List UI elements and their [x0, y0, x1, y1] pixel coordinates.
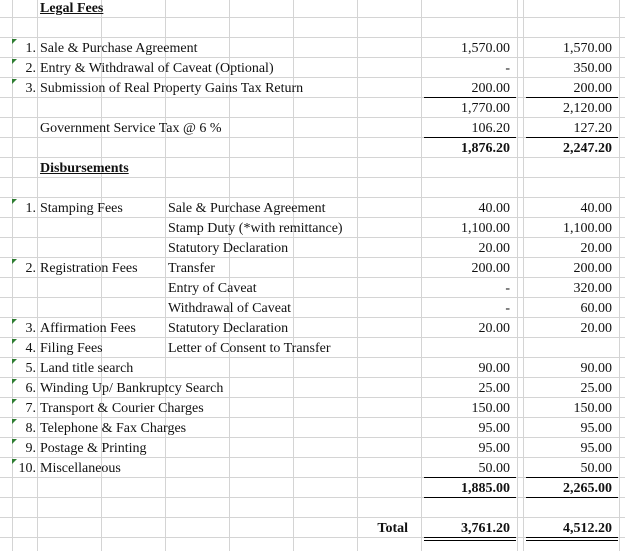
tax-col2[interactable]: 127.20	[573, 121, 612, 136]
amount-col2[interactable]: 20.00	[580, 321, 612, 336]
disbursements-header-row	[0, 158, 625, 178]
section-header-disbursements: Disbursements	[40, 161, 129, 176]
item-index: 6.	[25, 381, 36, 396]
item-index: 10.	[18, 461, 36, 476]
amount-col2[interactable]: 1,100.00	[563, 221, 612, 236]
table-row[interactable]	[0, 298, 625, 318]
item-label: Land title search	[40, 361, 134, 376]
amount-col1[interactable]: 1,570.00	[461, 41, 510, 56]
table-row[interactable]	[0, 58, 625, 78]
amount-col1[interactable]: 25.00	[478, 381, 510, 396]
tax-label: Government Service Tax @ 6 %	[40, 121, 222, 136]
table-row[interactable]	[0, 318, 625, 338]
item-index: 1.	[25, 41, 36, 56]
amount-col2[interactable]: 320.00	[573, 281, 612, 296]
item-sublabel: Entry of Caveat	[168, 281, 257, 296]
amount-col1[interactable]	[421, 338, 510, 358]
item-index	[14, 218, 36, 238]
double-underline-rule	[526, 537, 618, 538]
item-index: 4.	[25, 341, 36, 356]
table-row[interactable]	[0, 418, 625, 438]
tax-col1[interactable]: 106.20	[471, 121, 510, 136]
legal-total-col2[interactable]: 2,247.20	[563, 141, 612, 156]
amount-col1[interactable]: -	[505, 61, 510, 76]
item-sublabel: Sale & Purchase Agreement	[168, 201, 326, 216]
amount-col1[interactable]: 20.00	[478, 321, 510, 336]
double-underline-rule	[424, 540, 516, 541]
table-row[interactable]	[0, 238, 625, 258]
amount-col2[interactable]: 60.00	[580, 301, 612, 316]
amount-col2[interactable]: 1,570.00	[563, 41, 612, 56]
legal-fees-header-row	[0, 0, 625, 18]
double-underline-rule	[526, 540, 618, 541]
amount-col2[interactable]: 40.00	[580, 201, 612, 216]
item-label: Submission of Real Property Gains Tax Return	[40, 81, 304, 96]
item-label: Entry & Withdrawal of Caveat (Optional)	[40, 61, 274, 76]
double-underline-rule	[424, 537, 516, 538]
item-index: 3.	[25, 81, 36, 96]
grand-total-row	[0, 518, 625, 538]
amount-col2[interactable]: 25.00	[580, 381, 612, 396]
amount-col1[interactable]: 200.00	[471, 81, 510, 96]
table-row[interactable]	[0, 378, 625, 398]
subtotal-col2[interactable]: 2,120.00	[563, 101, 612, 116]
amount-col1[interactable]: 95.00	[478, 421, 510, 436]
underline-rule	[424, 497, 516, 498]
item-sublabel: Transfer	[168, 261, 215, 276]
table-row[interactable]	[0, 38, 625, 58]
amount-col1[interactable]: 50.00	[478, 461, 510, 476]
item-sublabel: Letter of Consent to Transfer	[168, 341, 331, 356]
item-index: 2.	[25, 261, 36, 276]
item-index: 5.	[25, 361, 36, 376]
table-row[interactable]	[0, 458, 625, 478]
table-row[interactable]	[0, 198, 625, 218]
amount-col2[interactable]: 20.00	[580, 241, 612, 256]
disbursements-subtotal-row	[0, 478, 625, 498]
item-index: 3.	[25, 321, 36, 336]
amount-col1[interactable]: 90.00	[478, 361, 510, 376]
item-index: 1.	[25, 201, 36, 216]
item-sublabel: Withdrawal of Caveat	[168, 301, 292, 316]
subtotal-row	[0, 98, 625, 118]
item-label: Filing Fees	[40, 341, 103, 356]
amount-col1[interactable]: 150.00	[471, 401, 510, 416]
disb-subtotal-col1[interactable]: 1,885.00	[461, 481, 510, 496]
item-label: Stamping Fees	[40, 201, 123, 216]
amount-col2[interactable]: 350.00	[573, 61, 612, 76]
section-header-legal-fees: Legal Fees	[40, 1, 104, 16]
table-row[interactable]	[0, 278, 625, 298]
amount-col1[interactable]: 1,100.00	[461, 221, 510, 236]
table-row[interactable]	[0, 358, 625, 378]
item-label: Miscellaneous	[40, 461, 121, 476]
item-label: Telephone & Fax Charges	[40, 421, 187, 436]
underline-rule	[526, 497, 618, 498]
item-label: Affirmation Fees	[40, 321, 136, 336]
amount-col2[interactable]	[523, 338, 612, 358]
item-label: Sale & Purchase Agreement	[40, 41, 198, 56]
amount-col2[interactable]: 150.00	[573, 401, 612, 416]
grand-total-label: Total	[377, 521, 408, 536]
item-index	[14, 238, 36, 258]
subtotal-col1[interactable]: 1,770.00	[461, 101, 510, 116]
table-row[interactable]	[0, 398, 625, 418]
item-index: 2.	[25, 61, 36, 76]
amount-col1[interactable]: 20.00	[478, 241, 510, 256]
item-label: Postage & Printing	[40, 441, 147, 456]
grand-total-col1[interactable]: 3,761.20	[461, 521, 510, 536]
legal-total-col1[interactable]: 1,876.20	[461, 141, 510, 156]
amount-col1[interactable]: -	[505, 301, 510, 316]
amount-col2[interactable]: 95.00	[580, 421, 612, 436]
amount-col2[interactable]: 200.00	[573, 261, 612, 276]
table-row[interactable]	[0, 338, 625, 358]
table-row[interactable]	[0, 438, 625, 458]
grand-total-col2[interactable]: 4,512.20	[563, 521, 612, 536]
table-row[interactable]	[0, 258, 625, 278]
amount-col1[interactable]: 200.00	[471, 261, 510, 276]
item-index	[14, 298, 36, 318]
item-label: Winding Up/ Bankruptcy Search	[40, 381, 224, 396]
amount-col2[interactable]: 50.00	[580, 461, 612, 476]
tax-row	[0, 118, 625, 138]
table-row[interactable]	[0, 218, 625, 238]
amount-col1[interactable]: 40.00	[478, 201, 510, 216]
item-label: Registration Fees	[40, 261, 138, 276]
item-sublabel: Statutory Declaration	[168, 321, 289, 336]
item-label: Transport & Courier Charges	[40, 401, 204, 416]
amount-col1[interactable]: -	[505, 281, 510, 296]
table-row[interactable]	[0, 78, 625, 98]
disb-subtotal-col2[interactable]: 2,265.00	[563, 481, 612, 496]
item-sublabel: Stamp Duty (*with remittance)	[168, 221, 343, 236]
amount-col2[interactable]: 95.00	[580, 441, 612, 456]
item-index: 8.	[25, 421, 36, 436]
item-index: 9.	[25, 441, 36, 456]
amount-col1[interactable]: 95.00	[478, 441, 510, 456]
legal-fees-total-row	[0, 138, 625, 158]
item-sublabel: Statutory Declaration	[168, 241, 289, 256]
amount-col2[interactable]: 200.00	[573, 81, 612, 96]
amount-col2[interactable]: 90.00	[580, 361, 612, 376]
item-index: 7.	[25, 401, 36, 416]
item-index	[14, 278, 36, 298]
